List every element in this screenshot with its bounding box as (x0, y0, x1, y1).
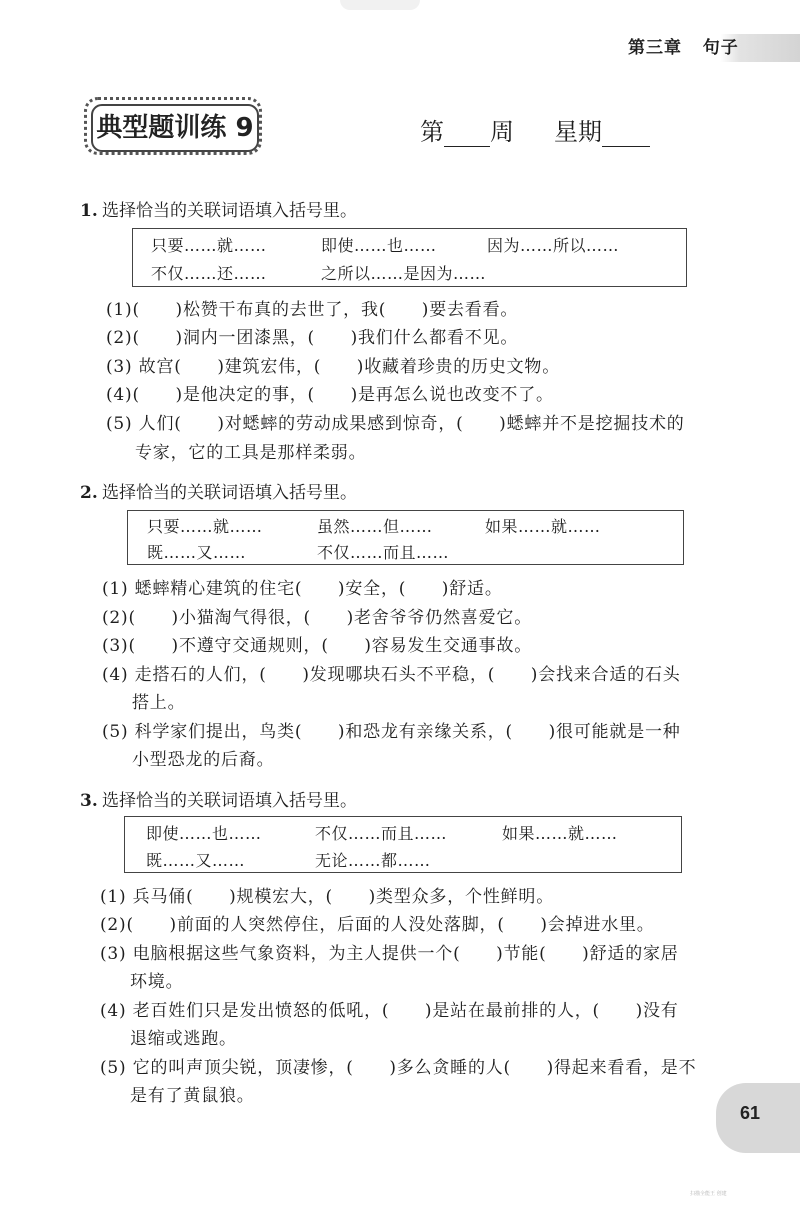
scanner-watermark: 扫描全能王 创建 (690, 1191, 727, 1197)
exercise-item: (1) 蟋蟀精心建筑的住宅( )安全，( )舒适。 (102, 579, 503, 599)
question-number: 3. (80, 791, 98, 811)
exercise-item-continued: 退缩或逃跑。 (130, 1029, 237, 1049)
question-text: 选择恰当的关联词语填入括号里。 (102, 791, 357, 811)
day-blank[interactable] (602, 122, 650, 147)
exercise-item-continued: 环境。 (130, 972, 184, 992)
day-label: 星期 (554, 118, 602, 146)
exercise-item: (1)( )松赞干布真的去世了，我( )要去看看。 (106, 300, 519, 320)
question-text: 选择恰当的关联词语填入括号里。 (102, 201, 357, 221)
word-option: 只要……就…… (151, 236, 267, 255)
exercise-item: (4)( )是他决定的事，( )是再怎么说也改变不了。 (106, 385, 554, 405)
exercise-item: (4) 走搭石的人们，( )发现哪块石头不平稳，( )会找来合适的石头 (102, 665, 681, 685)
question-number: 1. (80, 201, 98, 221)
week-label-di: 第 (420, 118, 444, 146)
exercise-item: (2)( )小猫淘气得很，( )老舍爷爷仍然喜爱它。 (102, 608, 533, 628)
exercise-item: (3) 电脑根据这些气象资料，为主人提供一个( )节能( )舒适的家居 (100, 944, 679, 964)
exercise-item-continued: 是有了黄鼠狼。 (130, 1086, 255, 1106)
word-option: 无论……都…… (315, 851, 431, 870)
word-option: 之所以……是因为…… (321, 264, 487, 283)
chapter-title: 第三章 句子 (628, 38, 739, 58)
word-option: 不仅……而且…… (315, 824, 448, 843)
word-option: 既……又…… (147, 543, 247, 562)
exercise-item-continued: 专家，它的工具是那样柔弱。 (135, 443, 367, 463)
word-option: 既……又…… (146, 851, 246, 870)
word-option: 因为……所以…… (487, 236, 620, 255)
exercise-item: (5) 它的叫声顶尖锐，顶凄惨，( )多么贪睡的人( )得起来看看，是不 (100, 1058, 697, 1078)
word-option: 如果……就…… (485, 517, 601, 536)
question-text: 选择恰当的关联词语填入括号里。 (102, 483, 357, 503)
question-2-prompt (80, 478, 357, 503)
exercise-item: (3) 故宫( )建筑宏伟，( )收藏着珍贵的历史文物。 (106, 357, 561, 377)
word-option: 即使……也…… (146, 824, 262, 843)
week-blank[interactable] (444, 122, 490, 147)
word-option: 如果……就…… (502, 824, 618, 843)
exercise-item-continued: 小型恐龙的后裔。 (132, 750, 275, 770)
exercise-item: (3)( )不遵守交通规则，( )容易发生交通事故。 (102, 636, 533, 656)
word-option: 即使……也…… (321, 236, 437, 255)
exercise-item-continued: 搭上。 (132, 693, 186, 713)
page-number: 61 (740, 1103, 761, 1123)
exercise-item: (4) 老百姓们只是发出愤怒的低吼，( )是站在最前排的人，( )没有 (100, 1001, 679, 1021)
exercise-item: (5) 人们( )对蟋蟀的劳动成果感到惊奇，( )蟋蟀并不是挖掘技术的 (106, 414, 685, 434)
exercise-item: (1) 兵马俑( )规模宏大，( )类型众多，个性鲜明。 (100, 887, 555, 907)
word-option: 不仅……还…… (151, 264, 267, 283)
word-option: 不仅……而且…… (317, 543, 450, 562)
exercise-item: (2)( )洞内一团漆黑，( )我们什么都看不见。 (106, 328, 519, 348)
exercise-item: (5) 科学家们提出，鸟类( )和恐龙有亲缘关系，( )很可能就是一种 (102, 722, 681, 742)
exercise-title: 典型题训练 9 (96, 113, 254, 143)
scan-artifact (340, 0, 420, 10)
week-day-line (420, 112, 650, 147)
question-1-prompt (80, 196, 357, 221)
word-option: 只要……就…… (147, 517, 263, 536)
question-3-prompt (80, 786, 357, 811)
question-number: 2. (80, 483, 98, 503)
exercise-item: (2)( )前面的人突然停住，后面的人没处落脚，( )会掉进水里。 (100, 915, 655, 935)
week-label-zhou: 周 (490, 118, 514, 146)
word-option: 虽然……但…… (317, 517, 433, 536)
